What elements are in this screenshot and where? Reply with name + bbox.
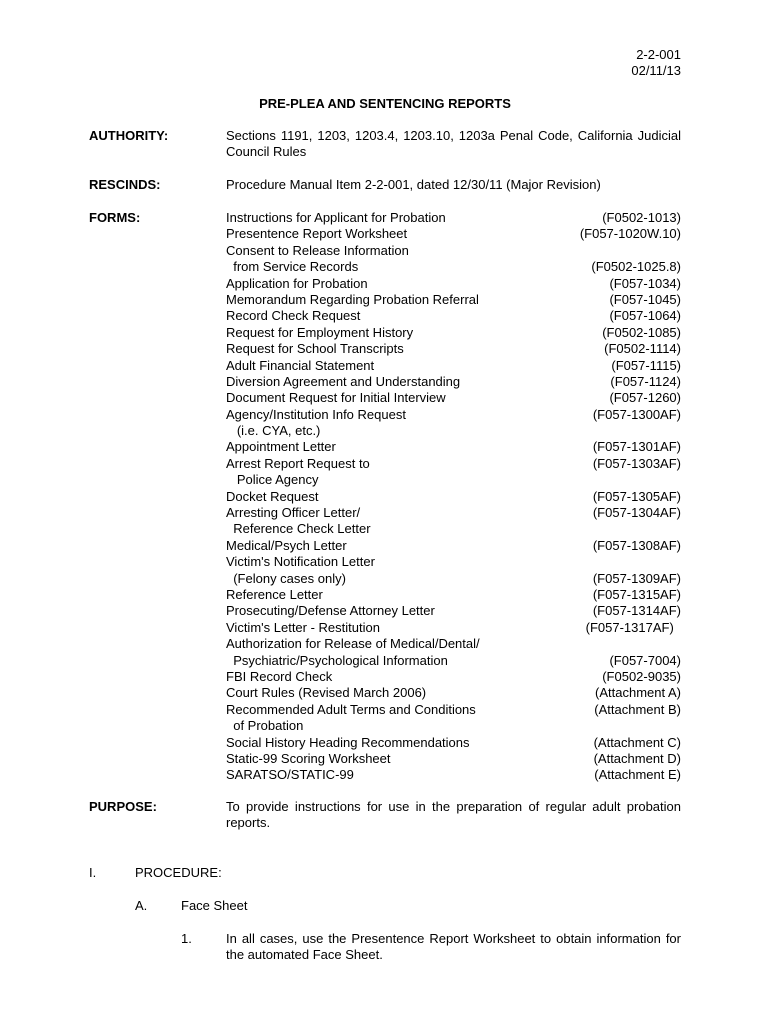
form-row (226, 374, 681, 390)
form-name: Psychiatric/Psychological Information (226, 652, 448, 668)
form-row (226, 653, 681, 669)
form-row (226, 210, 681, 226)
purpose-text: To provide instructions for use in the preparation of regular adult probation reports. (226, 799, 681, 831)
form-name: Victim's Notification Letter (226, 554, 375, 570)
form-code: (Attachment E) (594, 767, 681, 783)
form-row (226, 489, 681, 505)
document-number: 2-2-001 (636, 47, 681, 62)
form-row (226, 571, 681, 587)
form-code: (F0502-1025.8) (591, 259, 681, 275)
procedure-number: I. (89, 865, 97, 880)
form-name: Request for School Transcripts (226, 341, 404, 357)
form-code: (F057-1124) (610, 373, 681, 389)
form-row (226, 554, 681, 570)
form-row (226, 292, 681, 308)
form-row (226, 226, 681, 242)
form-name: (Felony cases only) (226, 570, 346, 586)
page-title: PRE-PLEA AND SENTENCING REPORTS (259, 96, 511, 111)
form-code: (F057-1305AF) (592, 488, 681, 504)
forms-label: FORMS: (89, 210, 141, 225)
form-name: Victim's Letter - Restitution (226, 619, 380, 635)
form-code: (F057-1260) (609, 390, 681, 406)
form-name: Recommended Adult Terms and Conditions (226, 701, 476, 717)
form-code: (F057-1034) (609, 275, 681, 291)
form-row (226, 243, 681, 259)
form-row (226, 751, 681, 767)
form-name: of Probation (226, 718, 304, 734)
form-name: Social History Heading Recommendations (226, 734, 470, 750)
form-row (226, 521, 681, 537)
form-row (226, 308, 681, 324)
form-name: Appointment Letter (226, 439, 336, 455)
form-row (226, 735, 681, 751)
form-name: Medical/Psych Letter (226, 537, 347, 553)
form-code: (F057-1304AF) (592, 505, 681, 521)
document-date: 02/11/13 (631, 63, 681, 78)
form-row (226, 702, 681, 718)
form-row (226, 390, 681, 406)
form-row (226, 538, 681, 554)
form-row (226, 505, 681, 521)
form-name: Arresting Officer Letter/ (226, 505, 361, 521)
form-name: Consent to Release Information (226, 242, 409, 258)
form-code: (F0502-9035) (602, 668, 681, 684)
procedure-heading: PROCEDURE: (135, 865, 222, 880)
form-row (226, 407, 681, 423)
form-name: Document Request for Initial Interview (226, 390, 446, 406)
form-name: Agency/Institution Info Request (226, 406, 406, 422)
form-code: (F057-1308AF) (592, 537, 681, 553)
authority-text: Sections 1191, 1203, 1203.4, 1203.10, 1203a Penal Code, California Judicial Council Rules (226, 128, 681, 160)
form-row (226, 341, 681, 357)
form-code: (F057-1300AF) (592, 406, 681, 422)
form-row (226, 685, 681, 701)
form-code: (F057-1064) (609, 308, 681, 324)
form-code: (Attachment B) (594, 701, 681, 717)
form-name: Request for Employment History (226, 324, 414, 340)
form-name: Arrest Report Request to (226, 455, 370, 471)
form-name: Static-99 Scoring Worksheet (226, 750, 391, 766)
form-name: Docket Request (226, 488, 319, 504)
form-row (226, 620, 681, 636)
form-code: (F0502-1114) (604, 341, 681, 357)
rescinds-label: RESCINDS: (89, 177, 161, 192)
form-name: Instructions for Applicant for Probation (226, 210, 446, 225)
rescinds-text: Procedure Manual Item 2-2-001, dated 12/30/11 (Major Revision) (226, 177, 601, 192)
form-row (226, 456, 681, 472)
form-code: (F0502-1085) (602, 324, 681, 340)
form-name: Authorization for Release of Medical/Dental/ (226, 636, 480, 652)
form-row (226, 603, 681, 619)
item-1-number: 1. (181, 931, 192, 946)
form-name: Reference Letter (226, 586, 323, 602)
form-row (226, 767, 681, 783)
form-code: (F057-1303AF) (592, 455, 681, 471)
form-code: (F0502-1013) (602, 210, 681, 225)
form-code: (F057-1045) (609, 291, 681, 307)
form-row (226, 423, 681, 439)
form-name: Diversion Agreement and Understanding (226, 373, 461, 389)
form-code: (F057-1115) (611, 357, 681, 373)
form-row (226, 358, 681, 374)
purpose-label: PURPOSE: (89, 799, 157, 814)
form-row (226, 325, 681, 341)
form-row (226, 669, 681, 685)
forms-list (226, 210, 681, 784)
form-name: Prosecuting/Defense Attorney Letter (226, 603, 435, 619)
form-row (226, 636, 681, 652)
form-code: (Attachment A) (595, 685, 681, 701)
form-code: (F057-1301AF) (592, 439, 681, 455)
form-name: Adult Financial Statement (226, 357, 375, 373)
form-code: (F057-1315AF) (592, 586, 681, 602)
section-a-heading: Face Sheet (181, 898, 248, 913)
form-code: (F057-1317AF) (585, 619, 681, 635)
form-name: Court Rules (Revised March 2006) (226, 685, 427, 701)
form-row (226, 718, 681, 734)
form-code: (F057-1314AF) (592, 603, 681, 619)
section-a-number: A. (135, 898, 148, 913)
form-code: (F057-1309AF) (592, 570, 681, 586)
form-code: (Attachment C) (593, 734, 681, 750)
form-name: Police Agency (226, 472, 319, 488)
form-name: Presentence Report Worksheet (226, 226, 408, 242)
form-name: (i.e. CYA, etc.) (226, 423, 321, 439)
form-name: Memorandum Regarding Probation Referral (226, 291, 479, 307)
form-row (226, 472, 681, 488)
form-name: SARATSO/STATIC-99 (226, 767, 354, 783)
form-code: (F057-1020W.10) (579, 226, 681, 242)
form-name: Reference Check Letter (226, 521, 371, 537)
form-name: FBI Record Check (226, 668, 333, 684)
form-name: Record Check Request (226, 308, 361, 324)
authority-label: AUTHORITY: (89, 128, 169, 143)
form-row (226, 587, 681, 603)
form-code: (F057-7004) (609, 652, 681, 668)
form-row (226, 439, 681, 455)
form-row (226, 276, 681, 292)
form-name: Application for Probation (226, 275, 368, 291)
item-1-text: In all cases, use the Presentence Report Worksheet to obtain information for the automated Face Sheet. (226, 931, 681, 963)
form-code: (Attachment D) (593, 750, 681, 766)
form-name: from Service Records (226, 259, 359, 275)
form-row (226, 259, 681, 275)
